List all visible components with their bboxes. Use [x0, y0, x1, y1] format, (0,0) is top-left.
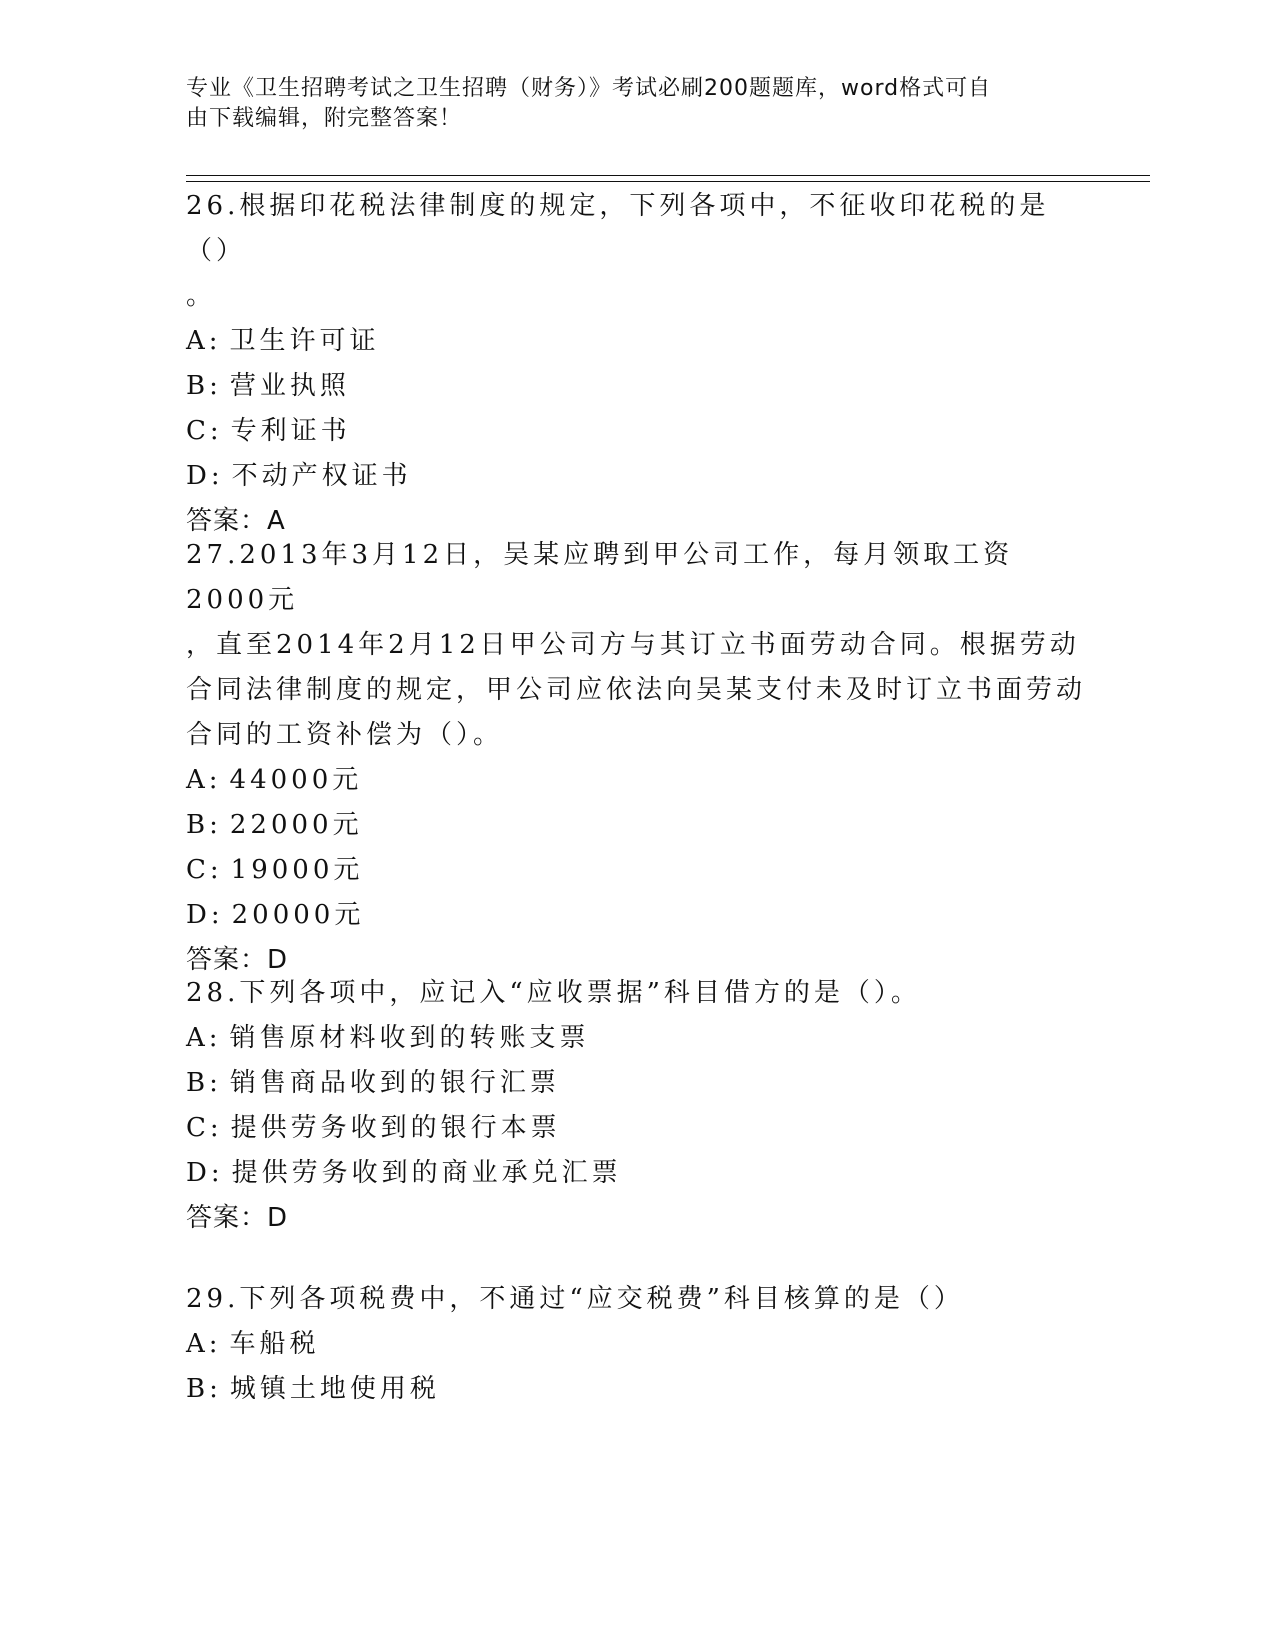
stem-line: 26.根据印花税法律制度的规定，下列各项中，不征收印花税的是（）	[186, 191, 1050, 266]
header-line-2: 由下载编辑，附完整答案！	[186, 106, 463, 131]
question-26	[186, 184, 1086, 544]
question-29	[186, 1277, 1086, 1412]
option-letter: A:	[186, 1023, 222, 1053]
option-text: 44000元	[229, 765, 363, 795]
question-28	[186, 971, 1086, 1241]
option-text: 卫生许可证	[229, 326, 380, 356]
option-letter: C:	[186, 416, 223, 446]
question-stem	[186, 184, 1086, 319]
stem-line: 合同法律制度的规定，甲公司应依法向吴某支付未及时订立书面劳动	[186, 675, 1087, 705]
option-c	[186, 848, 1086, 893]
option-letter: D:	[186, 1158, 224, 1188]
answer: 答案：D	[186, 1203, 289, 1233]
stem-line: 28.下列各项中，应记入“应收票据”科目借方的是（）。	[186, 978, 921, 1008]
header-line-1: 专业《卫生招聘考试之卫生招聘（财务）》考试必刷200题题库，word格式可自	[186, 76, 992, 101]
option-letter: A:	[186, 765, 222, 795]
option-a	[186, 758, 1086, 803]
option-a	[186, 1322, 1086, 1367]
option-b	[186, 364, 1086, 409]
option-letter: B:	[186, 1374, 222, 1404]
option-letter: D:	[186, 461, 224, 491]
option-letter: B:	[186, 810, 222, 840]
option-a	[186, 319, 1086, 364]
option-text: 22000元	[229, 810, 363, 840]
question-27	[186, 533, 1086, 983]
option-text: 销售原材料收到的转账支票	[229, 1023, 590, 1053]
option-b	[186, 803, 1086, 848]
question-stem	[186, 533, 1086, 758]
stem-line: 27.2013年3月12日，吴某应聘到甲公司工作，每月领取工资2000元	[186, 540, 1014, 615]
option-a	[186, 1016, 1086, 1061]
question-stem	[186, 971, 1086, 1016]
option-letter: A:	[186, 326, 222, 356]
option-text: 不动产权证书	[231, 461, 412, 491]
option-text: 专利证书	[230, 416, 351, 446]
option-letter: B:	[186, 371, 222, 401]
header-divider-bottom	[186, 181, 1150, 182]
option-text: 提供劳务收到的商业承兑汇票	[231, 1158, 622, 1188]
option-b	[186, 1367, 1086, 1412]
option-d	[186, 454, 1086, 499]
document-header	[186, 74, 1066, 134]
header-divider-top	[186, 175, 1150, 176]
option-letter: C:	[186, 1113, 223, 1143]
option-c	[186, 409, 1086, 454]
stem-line: ，直至2014年2月12日甲公司方与其订立书面劳动合同。根据劳动	[186, 630, 1080, 660]
option-letter: C:	[186, 855, 223, 885]
option-text: 营业执照	[229, 371, 350, 401]
stem-line: 。	[186, 281, 217, 311]
answer: 答案：D	[186, 945, 289, 975]
answer: 答案：A	[186, 506, 286, 536]
option-text: 提供劳务收到的银行本票	[230, 1113, 561, 1143]
stem-line: 合同的工资补偿为（）。	[186, 720, 504, 750]
stem-line: 29.下列各项税费中，不通过“应交税费”科目核算的是（）	[186, 1284, 964, 1314]
option-d	[186, 1151, 1086, 1196]
option-text: 销售商品收到的银行汇票	[229, 1068, 560, 1098]
option-letter: B:	[186, 1068, 222, 1098]
question-stem	[186, 1277, 1086, 1322]
option-letter: A:	[186, 1329, 222, 1359]
option-text: 19000元	[230, 855, 364, 885]
option-d	[186, 893, 1086, 938]
option-text: 20000元	[231, 900, 365, 930]
option-c	[186, 1106, 1086, 1151]
option-letter: D:	[186, 900, 224, 930]
option-b	[186, 1061, 1086, 1106]
option-text: 城镇土地使用税	[229, 1374, 440, 1404]
option-text: 车船税	[229, 1329, 320, 1359]
